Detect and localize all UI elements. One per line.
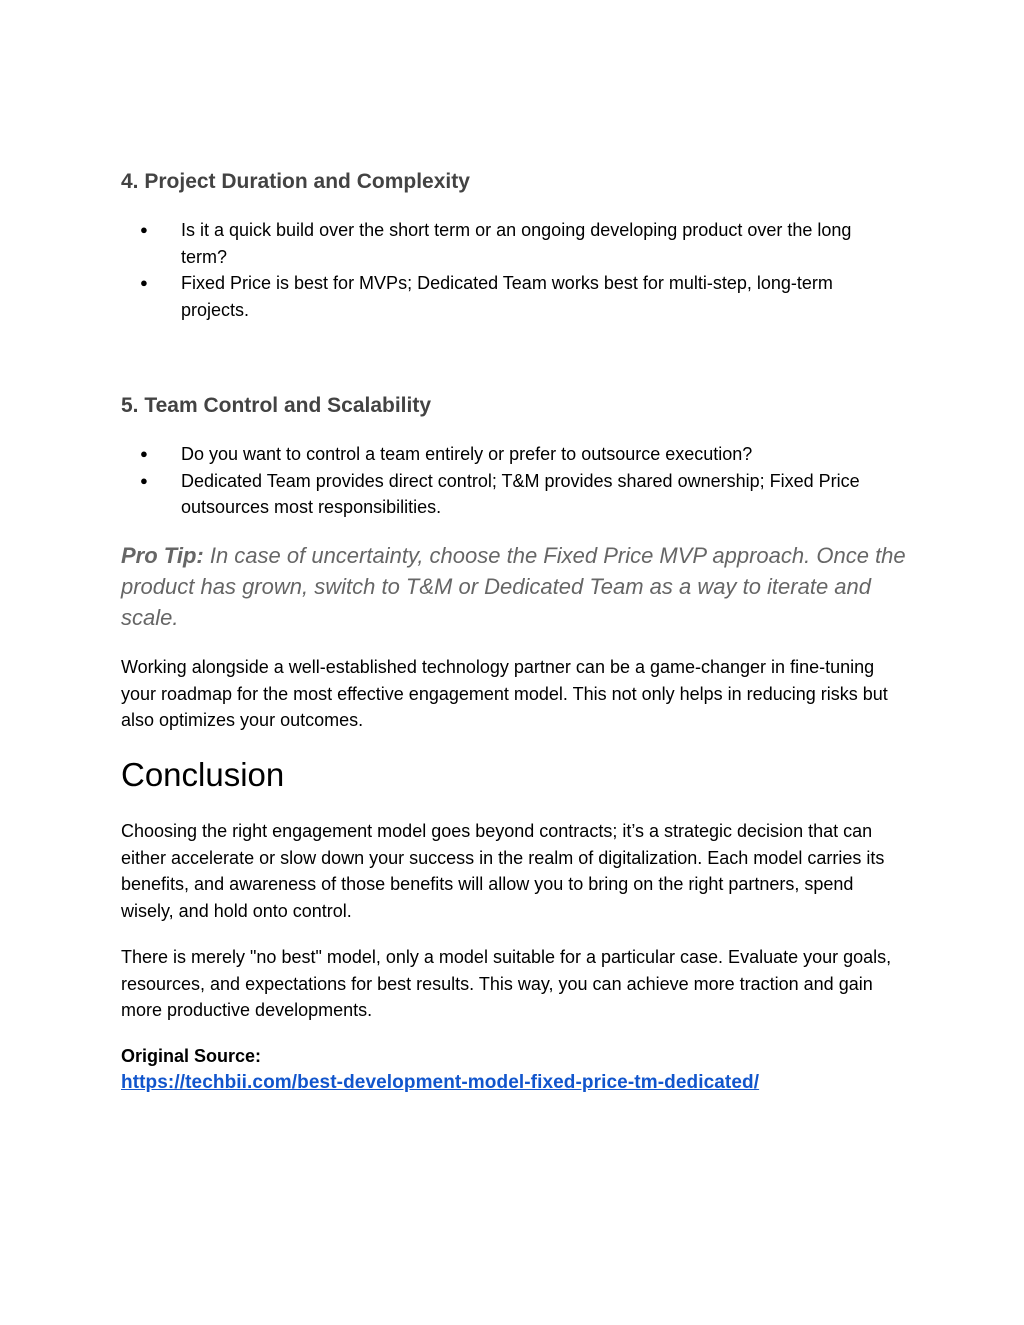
- bullet-icon: ●: [140, 222, 148, 237]
- bullet-icon: ●: [140, 472, 148, 488]
- pro-tip-label: Pro Tip:: [121, 543, 204, 568]
- partner-paragraph: Working alongside a well-established technology partner can be a game-changer in fine-tuning your roadmap for the most effective engagement model. This not only helps in reducing risks but also optimizes your outcomes.: [121, 657, 888, 730]
- source-link[interactable]: https://techbii.com/best-development-model-fixed-price-tm-dedicated/: [121, 1072, 760, 1093]
- list-item-text: Fixed Price is best for MVPs; Dedicated Team works best for multi-step, long-term projects.: [181, 273, 833, 320]
- list-item-text: Is it a quick build over the short term or an ongoing developing product over the long term?: [181, 220, 852, 267]
- pro-tip: [121, 540, 911, 633]
- conclusion-paragraph: Choosing the right engagement model goes beyond contracts; it’s a strategic decision that can either accelerate or slow down your success in the realm of digitalization. Each model carries its benefits, and awareness of those benefits will allow you to bring on the right partners, spend wisely, and hold onto control.: [121, 821, 885, 921]
- list-item-text: Do you want to control a team entirely or prefer to outsource execution?: [181, 444, 753, 464]
- bullet-icon: ●: [140, 275, 148, 290]
- section-5-heading: 5. Team Control and Scalability: [121, 394, 432, 417]
- list-item-text: Dedicated Team provides direct control; T&M provides shared ownership; Fixed Price outsources most responsibilities.: [181, 470, 860, 517]
- list-item: [121, 441, 901, 468]
- source-label: Original Source:: [121, 1046, 262, 1066]
- list-item: [121, 468, 901, 521]
- bullet-icon: ●: [140, 446, 148, 461]
- list-item: [121, 270, 901, 323]
- section-5-bullet-list: [121, 441, 901, 521]
- list-item: [121, 217, 901, 270]
- conclusion-heading: Conclusion: [121, 756, 285, 793]
- section-4-bullet-list: [121, 217, 901, 323]
- section-4-heading: 4. Project Duration and Complexity: [121, 170, 470, 193]
- conclusion-paragraph: There is merely "no best" model, only a model suitable for a particular case. Evaluate your goals, resources, and expectations for best results. This way, you can achieve more traction and gain more productive developments.: [121, 947, 892, 1020]
- pro-tip-text: In case of uncertainty, choose the Fixed Price MVP approach. Once the product has grown, switch to T&M or Dedicated Team as a way to iterate and scale.: [121, 543, 906, 630]
